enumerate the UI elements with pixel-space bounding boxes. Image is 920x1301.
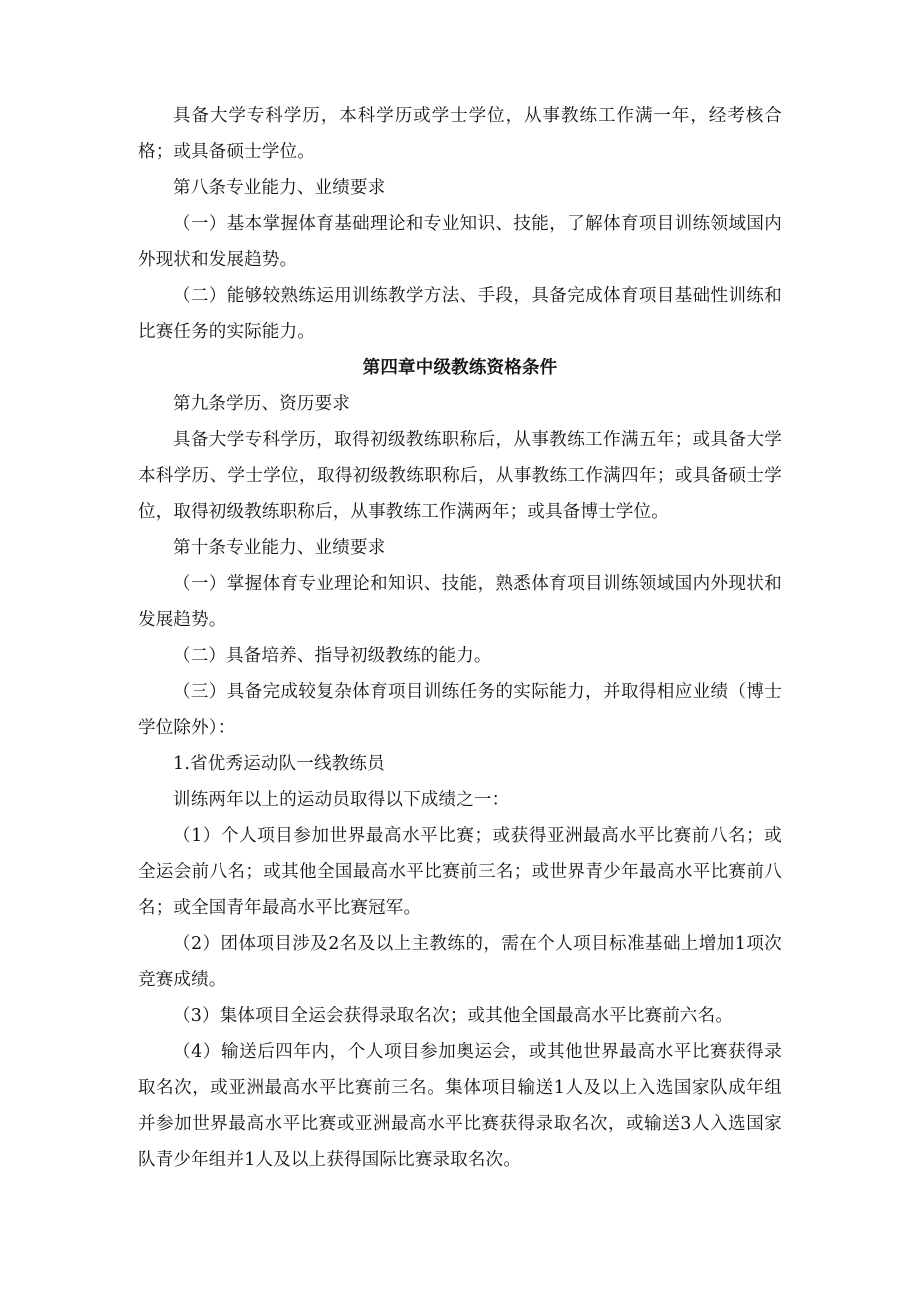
list-item: （1）个人项目参加世界最高水平比赛；或获得亚洲最高水平比赛前八名；或全运会前八名；或其他全国最高水平比赛前三名；或世界青少年最高水平比赛前八名；或全国青年最高水平比赛冠军。 [138,826,782,918]
paragraph: （二）能够较熟练运用训练教学方法、手段，具备完成体育项目基础性训练和比赛任务的实际能力。 [138,286,782,342]
list-item: （4）输送后四年内，个人项目参加奥运会，或其他世界最高水平比赛获得录取名次，或亚洲最高水平比赛前三名。集体项目输送1人及以上入选国家队成年组并参加世界最高水平比赛或亚洲最高水平比赛获得录取名次，或输送3人入选国家队青少年组并1人及以上获得国际比赛录取名次。 [138,1042,782,1170]
chapter-heading: 第四章中级教练资格条件 [362,358,558,378]
document-body [138,98,782,1178]
paragraph: 具备大学专科学历，取得初级教练职称后，从事教练工作满五年；或具备大学本科学历、学士学位，取得初级教练职称后，从事教练工作满四年；或具备硕士学位，取得初级教练职称后，从事教练工作满两年；或具备博士学位。 [138,430,782,522]
list-item: 1.省优秀运动队一线教练员 [173,754,385,774]
paragraph: （三）具备完成较复杂体育项目训练任务的实际能力，并取得相应业绩（博士学位除外）： [138,682,782,738]
paragraph: 训练两年以上的运动员取得以下成绩之一： [173,790,510,810]
paragraph: （一）掌握体育专业理论和知识、技能，熟悉体育项目训练领域国内外现状和发展趋势。 [138,574,782,630]
paragraph: （二）具备培养、指导初级教练的能力。 [173,646,492,666]
paragraph: 具备大学专科学历，本科学历或学士学位，从事教练工作满一年，经考核合格；或具备硕士学位。 [138,106,782,162]
list-item: （2）团体项目涉及2名及以上主教练的，需在个人项目标准基础上增加1项次竞赛成绩。 [138,934,782,990]
list-item: （3）集体项目全运会获得录取名次；或其他全国最高水平比赛前六名。 [173,1006,734,1026]
article-8-title: 第八条专业能力、业绩要求 [173,178,386,198]
paragraph: （一）基本掌握体育基础理论和专业知识、技能，了解体育项目训练领域国内外现状和发展趋势。 [138,214,782,270]
article-9-title: 第九条学历、资历要求 [173,394,350,414]
article-10-title: 第十条专业能力、业绩要求 [173,538,386,558]
